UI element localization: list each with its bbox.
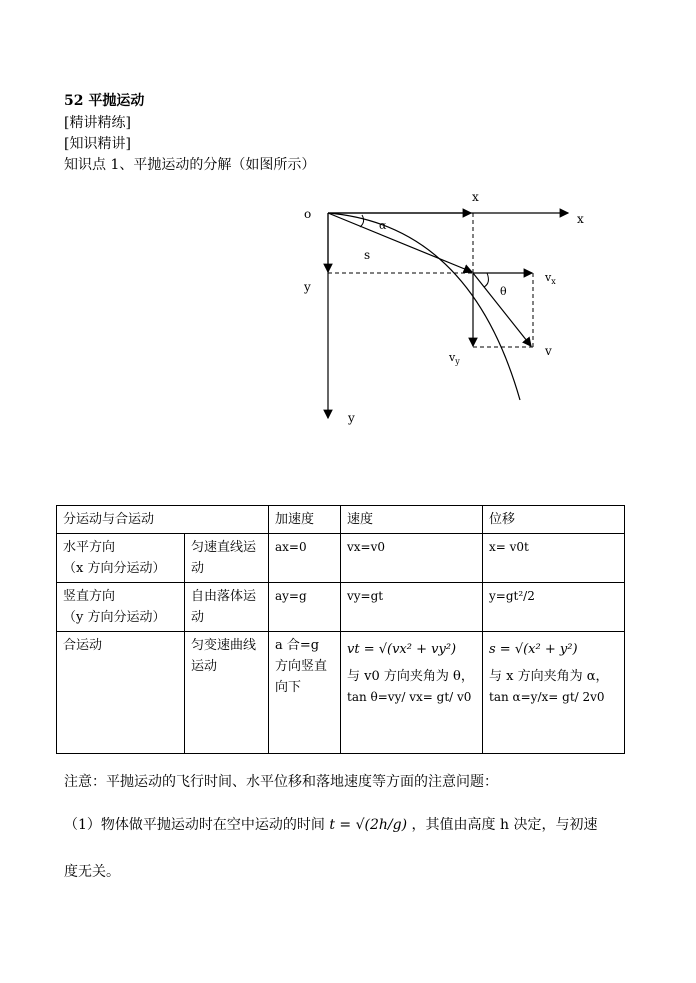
row1-name-sub: （x 方向分运动） (63, 561, 166, 576)
projectile-diagram (0, 0, 696, 440)
table-row (57, 583, 625, 632)
row3-disp-text: 与 x 方向夹角为 α， (489, 669, 609, 684)
row3-type: 匀变速曲线运动 (185, 632, 269, 754)
row3-vel (341, 632, 483, 754)
motion-table (56, 505, 625, 754)
knowledge-point-1: 知识点 1、平抛运动的分解（如图所示） (64, 157, 316, 173)
vx-label: $v_x$ (545, 271, 556, 286)
row3-disp-tan: tan α=y/x= gt/ 2v0 (489, 690, 605, 704)
row3-disp-formula: s = √(x² + y²) (489, 642, 578, 657)
row2-name-sub: （y 方向分运动） (63, 610, 166, 625)
theta-arc (484, 273, 488, 287)
row3-vel-formula: vt = √(vx² + vy²) (347, 642, 457, 657)
row1-vel: vx=v0 (341, 534, 483, 583)
origin-label: o (304, 207, 312, 221)
theta-label: θ (500, 285, 507, 298)
header-motion: 分运动与合运动 (57, 506, 269, 534)
row2-acc: ay=g (269, 583, 341, 632)
row1-acc: ax=0 (269, 534, 341, 583)
subheading-practice: [精讲精练] (64, 115, 131, 131)
trajectory-curve (328, 213, 520, 400)
x-point-label: x (472, 190, 479, 204)
row3-name: 合运动 (57, 632, 185, 754)
header-velocity: 速度 (341, 506, 483, 534)
note-1-prefix: （1）物体做平抛运动时在空中运动的时间 (64, 817, 325, 833)
time-formula: t = √(2h/g) (329, 817, 408, 833)
row1-type: 匀速直线运动 (185, 534, 269, 583)
note-1-suffix: ，其值由高度 h 决定，与初速 (411, 817, 598, 833)
row2-vel: vy=gt (341, 583, 483, 632)
table-row (57, 534, 625, 583)
x-axis-label: x (577, 212, 584, 226)
table-header-row (57, 506, 625, 534)
row3-disp (483, 632, 625, 754)
table-row (57, 632, 625, 754)
row3-vel-text: 与 v0 方向夹角为 θ， (347, 669, 474, 684)
vy-label: $v_y$ (449, 351, 460, 366)
s-vector (328, 213, 472, 272)
row1-disp: x= v0t (483, 534, 625, 583)
header-acceleration: 加速度 (269, 506, 341, 534)
v-label: v (545, 344, 552, 358)
row2-type: 自由落体运动 (185, 583, 269, 632)
section-title-text: 平抛运动 (88, 93, 145, 109)
section-number: 52 (64, 93, 84, 109)
s-label: s (364, 248, 371, 262)
row2-name (57, 583, 185, 632)
alpha-label: α (379, 219, 387, 232)
row2-disp: y=gt²/2 (483, 583, 625, 632)
header-displacement: 位移 (483, 506, 625, 534)
row2-name-main: 竖直方向 (63, 589, 116, 604)
y-axis-label: y (348, 411, 355, 425)
y-point-label: y (304, 280, 311, 294)
row1-name (57, 534, 185, 583)
row1-name-main: 水平方向 (63, 540, 116, 555)
note-1 (64, 814, 597, 834)
row3-vel-tan: tan θ=vy/ vx= gt/ v0 (347, 690, 472, 704)
note-1-continued: 度无关。 (64, 864, 120, 880)
row3-acc: a 合=g 方向竖直向下 (269, 632, 341, 754)
subheading-knowledge: [知识精讲] (64, 136, 131, 152)
note-intro: 注意：平抛运动的飞行时间、水平位移和落地速度等方面的注意问题： (64, 774, 498, 790)
alpha-arc (360, 215, 364, 227)
